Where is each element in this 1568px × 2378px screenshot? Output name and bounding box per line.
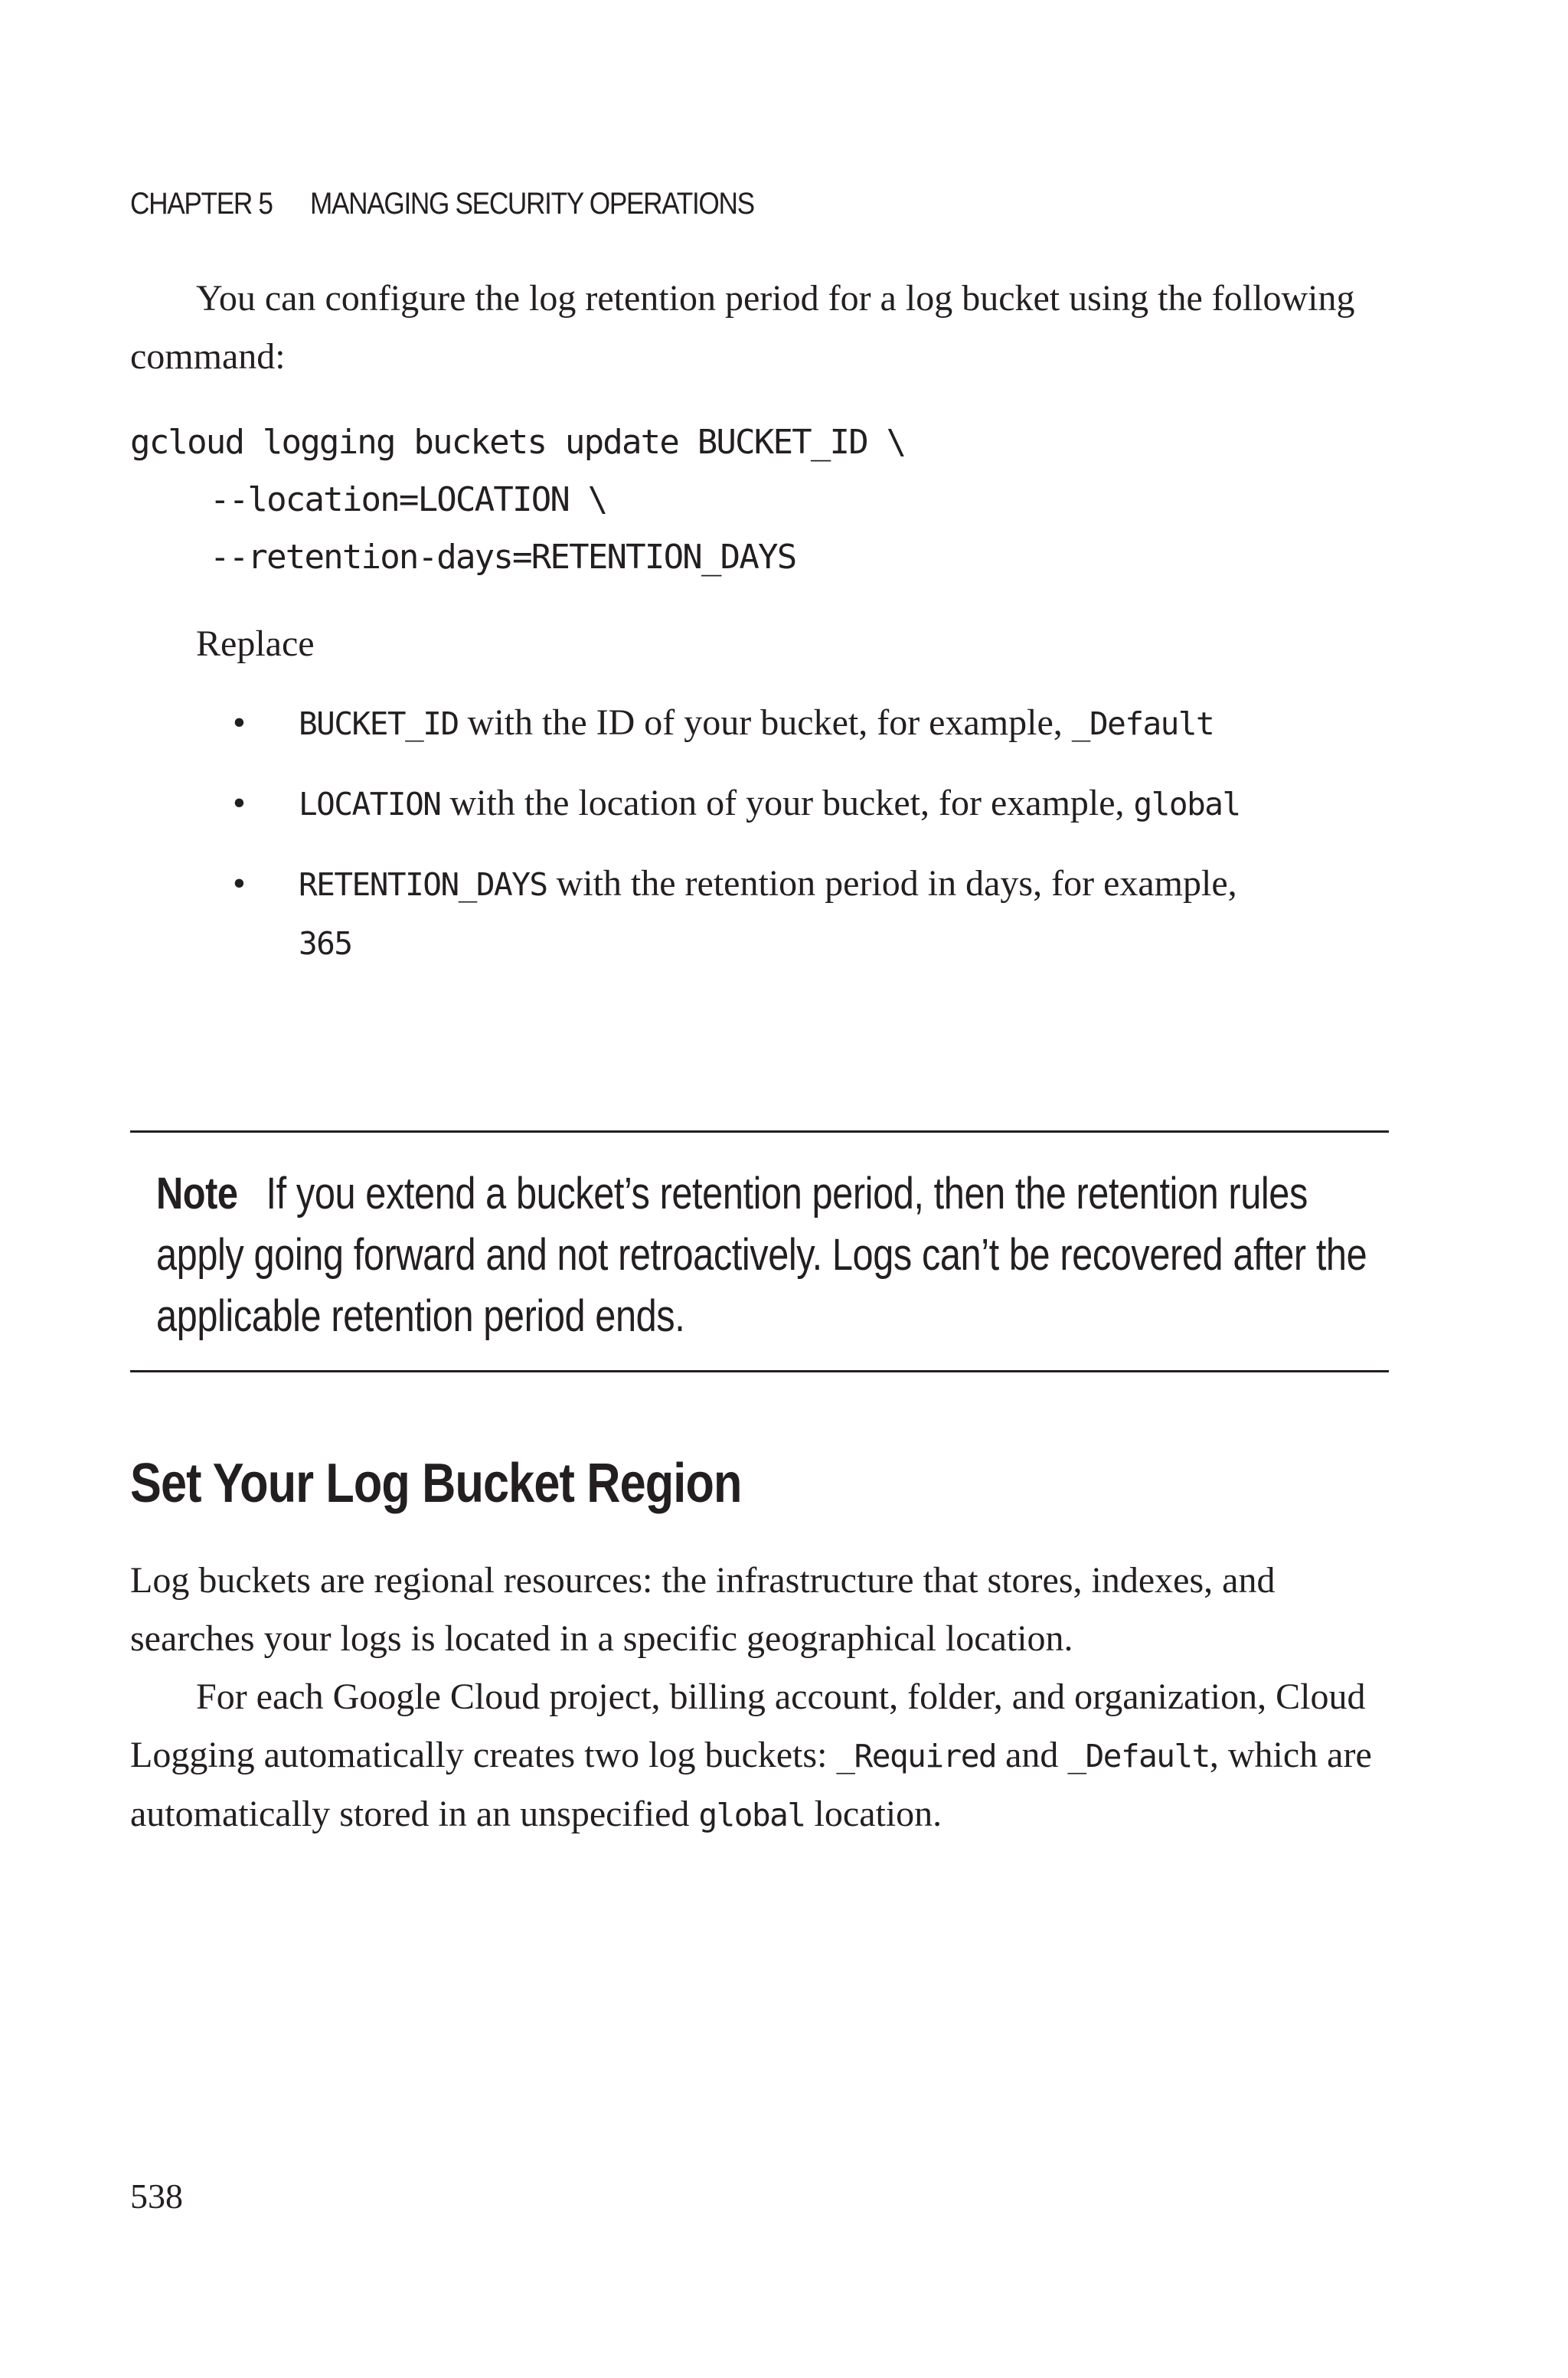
placeholder-code: LOCATION [299,786,441,823]
note-box [130,1130,1389,1372]
code-line-2: --location=LOCATION \ [210,480,607,519]
example-code: _Default [1071,705,1214,742]
replace-label: Replace [196,623,315,664]
note-text [156,1163,1378,1347]
page-number: 538 [130,2177,183,2216]
item-text: with the location of your bucket, for example, [440,783,1134,823]
note-label: Note [156,1169,238,1218]
list-item [130,694,1294,753]
section-paragraph-2 [130,1668,1389,1844]
replacement-list [130,694,1389,994]
section-paragraph-1: Log buckets are regional resources: the infrastructure that stores, indexes, and searches your logs is located in a specific geographical location. [130,1560,1276,1659]
list-item [130,774,1294,833]
intro-paragraph: You can configure the log retention period for a log bucket using the following command: [130,278,1355,377]
para2-text-a: For each Google Cloud project, billing account, folder, and organization, Cloud Logging automatically creates two log buckets: [130,1676,1366,1775]
required-bucket-code: _Required [836,1738,997,1775]
example-code: global [1133,786,1240,823]
chapter-label: CHAPTER 5 [130,187,273,221]
code-line-3: --retention-days=RETENTION_DAYS [210,538,796,577]
item-text: with the ID of your bucket, for example, [458,702,1072,743]
para2-text-d: location. [805,1794,942,1834]
default-bucket-code: _Default [1067,1738,1210,1775]
placeholder-code: BUCKET_ID [299,705,459,742]
para2-text-c: , which are automatically stored in an unspecified [130,1735,1372,1834]
bullet-icon: • [233,783,246,823]
para2-text-b: and [996,1735,1068,1775]
running-head [130,187,754,221]
chapter-title: MANAGING SECURITY OPERATIONS [309,187,754,221]
example-code: 365 [299,925,352,962]
placeholder-code: RETENTION_DAYS [299,866,547,903]
code-block [130,414,905,586]
bullet-icon: • [233,863,246,904]
global-location-code: global [698,1797,805,1833]
section-heading: Set Your Log Bucket Region [130,1453,742,1514]
bullet-icon: • [233,702,246,743]
code-line-1: gcloud logging buckets update BUCKET_ID \ [130,423,906,462]
note-body: If you extend a bucket’s retention period, then the retention rules apply going forward and not retroactively. Logs can’t be recovered after the applicable retention period ends. [156,1169,1367,1341]
book-page [130,0,1389,2378]
list-item [130,855,1294,973]
item-text: with the retention period in days, for example, [547,863,1237,904]
